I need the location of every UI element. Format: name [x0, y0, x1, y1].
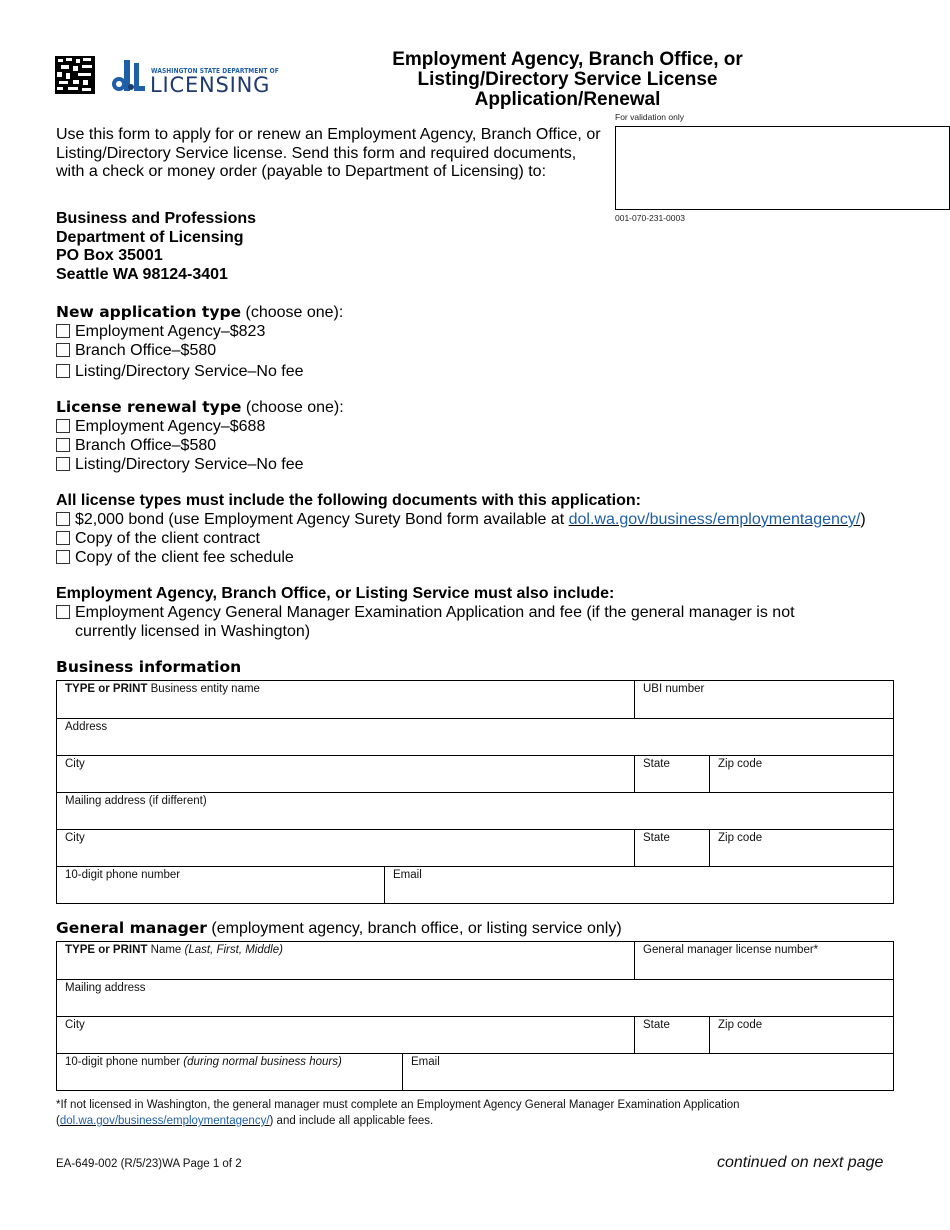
checkbox[interactable] [56, 457, 70, 471]
field-label: Email [393, 869, 422, 881]
general-manager-note: (employment agency, branch office, or listing service only) [206, 920, 622, 937]
doc-bond[interactable] [56, 510, 866, 529]
business-info-heading [56, 658, 241, 677]
zip-code-field[interactable] [709, 756, 893, 792]
address-line: Department of Licensing [56, 228, 244, 246]
ubi-number-field[interactable] [634, 681, 893, 718]
address-line: Business and Professions [56, 210, 257, 227]
dol-logo-mark-icon [111, 60, 145, 93]
field-label: City [65, 1019, 85, 1031]
documents-section [56, 491, 866, 567]
option-label: Listing/Directory Service–No fee [75, 363, 304, 380]
option-label: Copy of the client fee schedule [75, 549, 294, 566]
field-label: Zip code [718, 832, 763, 844]
field-label: City [65, 758, 85, 770]
city-field[interactable] [57, 756, 634, 792]
field-label: Name [147, 944, 185, 956]
field-label: Address [65, 721, 108, 733]
form-title-line: Application/Renewal [474, 89, 661, 110]
form-code: 001-070-231-0003 [615, 213, 685, 223]
new-option-listing-service[interactable] [56, 362, 343, 381]
address-line: PO Box 35001 [56, 247, 163, 264]
logo-title: LICENSING [150, 73, 271, 97]
footnote-link[interactable]: dol.wa.gov/business/employmentagency/ [59, 1115, 270, 1127]
option-label: Employment Agency–$823 [75, 323, 266, 340]
option-label: Branch Office–$580 [75, 342, 217, 359]
form-title-line: Listing/Directory Service License [417, 69, 718, 90]
field-label: Zip code [718, 758, 763, 770]
gm-phone-number-field[interactable] [57, 1054, 402, 1090]
general-manager-title: General manager [56, 919, 207, 937]
gm-name-field[interactable] [57, 942, 634, 979]
field-label: Mailing address [65, 982, 146, 994]
logo-subtitle: WASHINGTON STATE DEPARTMENT OF [151, 66, 279, 75]
mailing-city-field[interactable] [57, 830, 634, 866]
field-label: State [643, 758, 670, 770]
option-label: Branch Office–$580 [75, 437, 217, 454]
checkbox[interactable] [56, 531, 70, 545]
bond-suffix: ) [860, 511, 866, 528]
field-label: Email [411, 1056, 440, 1068]
datamatrix-code [55, 56, 95, 94]
doc-gm-exam-application[interactable] [56, 603, 795, 641]
footnote-line: *If not licensed in Washington, the general manager must complete an Employment Agency General Manager Examination Application [56, 1099, 740, 1111]
field-label: 10-digit phone number [65, 869, 181, 881]
checkbox[interactable] [56, 419, 70, 433]
field-label: UBI number [643, 683, 705, 695]
gm-email-field[interactable] [402, 1054, 893, 1090]
field-label: Mailing address (if different) [65, 795, 207, 807]
validation-label: For validation only [615, 112, 684, 122]
option-label-line: currently licensed in Washington) [75, 623, 311, 640]
form-title-line: Employment Agency, Branch Office, or [392, 49, 743, 70]
checkbox[interactable] [56, 343, 70, 357]
gm-zip-code-field[interactable] [709, 1017, 893, 1053]
field-hint: (Last, First, Middle) [184, 944, 283, 956]
option-label [75, 510, 866, 529]
field-label-bold: TYPE or PRINT [65, 944, 148, 956]
option-label-line: Employment Agency General Manager Examination Application and fee (if the general manager is not [75, 604, 795, 621]
gm-city-field[interactable] [57, 1017, 634, 1053]
also-include-heading: Employment Agency, Branch Office, or Listing Service must also include: [56, 585, 615, 602]
mailing-state-field[interactable] [634, 830, 709, 866]
option-label: Listing/Directory Service–No fee [75, 456, 304, 473]
checkbox[interactable] [56, 512, 70, 526]
renewal-note: (choose one): [241, 399, 344, 416]
mailing-address-block [56, 210, 256, 284]
field-label: State [643, 832, 670, 844]
general-manager-heading [56, 919, 622, 938]
mailing-address-field[interactable] [57, 793, 893, 829]
checkbox[interactable] [56, 324, 70, 338]
intro-text: Use this form to apply for or renew an Employment Agency, Branch Office, or Listing/Directory Service license. Send this form and required documents, with a check or money order (payable to Department of Licensing) to: [56, 126, 601, 180]
new-application-section [56, 303, 343, 381]
field-label: Zip code [718, 1019, 763, 1031]
field-label: City [65, 832, 85, 844]
renew-option-listing-service[interactable] [56, 455, 344, 474]
state-field[interactable] [634, 756, 709, 792]
new-application-note: (choose one): [241, 304, 344, 321]
field-hint: (during normal business hours) [183, 1056, 342, 1068]
new-application-heading [56, 303, 343, 322]
phone-number-field[interactable] [57, 867, 384, 903]
new-application-title: New application type [56, 303, 242, 321]
checkbox[interactable] [56, 364, 70, 378]
business-info-table [56, 680, 894, 904]
footnote [56, 1097, 740, 1129]
renewal-section [56, 398, 344, 474]
field-label: 10-digit phone number [65, 1056, 184, 1068]
employment-agency-link[interactable]: dol.wa.gov/business/employmentagency/ [568, 511, 861, 528]
option-label [75, 603, 795, 641]
renew-option-branch-office[interactable] [56, 436, 344, 455]
footnote-paren: ( [56, 1115, 60, 1127]
footnote-text: ) and include all applicable fees. [269, 1115, 434, 1127]
new-option-branch-office[interactable] [56, 341, 343, 360]
option-label: Copy of the client contract [75, 530, 260, 547]
form-title [340, 50, 795, 110]
address-line: Seattle WA 98124-3401 [56, 265, 228, 283]
also-include-section [56, 584, 795, 641]
business-info-title: Business information [56, 658, 242, 676]
documents-heading: All license types must include the following documents with this application: [56, 492, 641, 509]
general-manager-table [56, 941, 894, 1091]
continued-note: continued on next page [717, 1154, 884, 1171]
footnote-line [56, 1113, 740, 1129]
dol-logo [111, 60, 286, 97]
business-entity-name-field[interactable] [57, 681, 634, 718]
renewal-heading [56, 398, 344, 417]
checkbox[interactable] [56, 605, 70, 619]
gm-license-number-field[interactable] [634, 942, 893, 979]
gm-mailing-address-field[interactable] [57, 980, 893, 1016]
renewal-title: License renewal type [56, 398, 242, 416]
address-field[interactable] [57, 719, 893, 755]
option-label: Employment Agency–$688 [75, 418, 266, 435]
doc-client-fee-schedule[interactable] [56, 548, 866, 567]
new-option-employment-agency[interactable] [56, 322, 343, 341]
field-label-bold: TYPE or PRINT [65, 683, 148, 695]
field-label: Business entity name [147, 683, 260, 695]
field-label: General manager license number* [643, 944, 819, 956]
validation-box [615, 126, 950, 210]
bond-text: $2,000 bond (use Employment Agency Surety Bond form available at [75, 511, 569, 528]
gm-state-field[interactable] [634, 1017, 709, 1053]
form-id: EA-649-002 (R/5/23)WA Page 1 of 2 [56, 1158, 242, 1170]
field-label: State [643, 1019, 670, 1031]
doc-client-contract[interactable] [56, 529, 866, 548]
email-field[interactable] [384, 867, 893, 903]
checkbox[interactable] [56, 438, 70, 452]
renew-option-employment-agency[interactable] [56, 417, 344, 436]
checkbox[interactable] [56, 550, 70, 564]
mailing-zip-code-field[interactable] [709, 830, 893, 866]
